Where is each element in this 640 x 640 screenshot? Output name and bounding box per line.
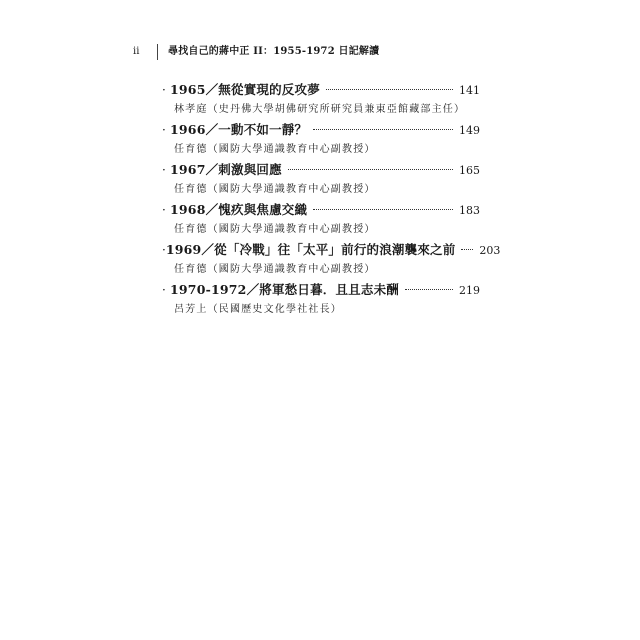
running-header (133, 44, 379, 60)
dot-leader (461, 249, 473, 250)
toc-entry-title: 1968／愧疚與焦慮交織 (170, 202, 308, 217)
toc-page-number: 141 (459, 84, 480, 97)
dot-leader (326, 89, 453, 90)
toc-entry-author: 任育德（國防大學通識教育中心副教授） (174, 224, 376, 235)
toc-entry-author: 任育德（國防大學通識教育中心副教授） (174, 144, 376, 155)
book-title: 尋找自己的蔣中正 II：1955-1972 日記解讀 (168, 46, 380, 57)
toc-entry[interactable] (160, 240, 501, 280)
toc-page-number: 165 (459, 164, 480, 177)
bullet-icon: · (162, 203, 166, 217)
bullet-icon: · (162, 123, 166, 137)
dot-leader (288, 169, 453, 170)
toc-entry-title: 1966／一動不如一靜？ (170, 122, 308, 137)
toc-entry-author: 呂芳上（民國歷史文化學社社長） (174, 304, 342, 315)
toc-entry-title: 1965／無從實現的反攻夢 (170, 82, 320, 97)
toc-page-number: 203 (479, 244, 501, 257)
toc-entry-author: 任育德（國防大學通識教育中心副教授） (174, 264, 376, 275)
toc-entry[interactable] (160, 160, 480, 200)
toc-entry-line (160, 160, 480, 180)
toc-entry-title: 1967／刺激與回應 (170, 162, 282, 177)
toc-page-number: 149 (459, 124, 480, 137)
toc-entry-line (160, 280, 480, 300)
toc-entry-title: 1969／從「冷戰」往「太平」前行的浪潮襲來之前 (165, 242, 456, 257)
bullet-icon: · (162, 163, 166, 177)
toc-entry-line (160, 200, 480, 220)
dot-leader (405, 289, 453, 290)
toc-entry[interactable] (160, 200, 480, 240)
header-divider (157, 44, 158, 60)
toc-entry-author: 林孝庭（史丹佛大學胡佛研究所研究員兼東亞館藏部主任） (174, 104, 466, 115)
toc-entry-line (160, 80, 480, 100)
toc-entry-author: 任育德（國防大學通識教育中心副教授） (174, 184, 376, 195)
toc-entry-title: 1970-1972／將軍愁日暮．且且志未酬 (170, 282, 399, 297)
toc-entry[interactable] (160, 280, 480, 320)
toc-page-number: 183 (459, 204, 480, 217)
toc-entry-line (160, 240, 501, 260)
toc-entry-line (160, 120, 480, 140)
bullet-icon: · (162, 243, 166, 257)
dot-leader (313, 209, 453, 210)
toc-entry[interactable] (160, 120, 480, 160)
dot-leader (313, 129, 453, 130)
toc-entry[interactable] (160, 80, 480, 120)
bullet-icon: · (162, 283, 166, 297)
page-folio: ii (133, 46, 140, 57)
toc-page-number: 219 (459, 284, 480, 297)
bullet-icon: · (162, 83, 166, 97)
table-of-contents (160, 80, 501, 320)
